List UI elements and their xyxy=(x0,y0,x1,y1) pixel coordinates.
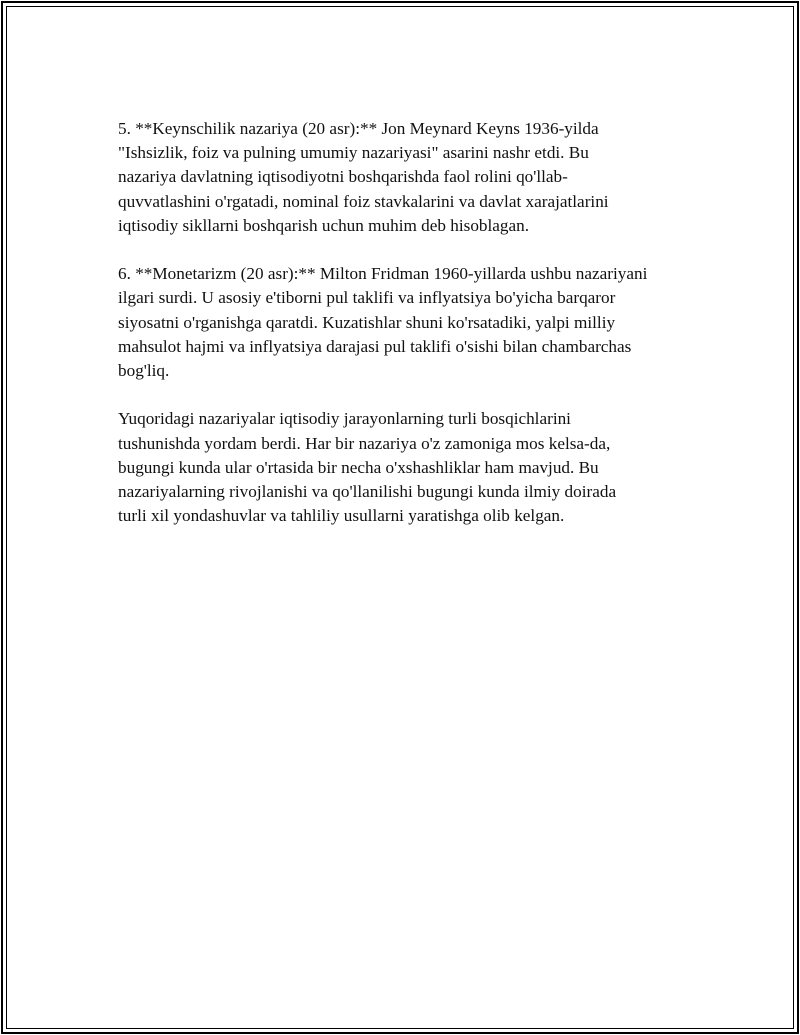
text-line: iqtisodiy sikllarni boshqarish uchun muhim deb hisoblagan. xyxy=(118,215,530,235)
text-line: tushunishda yordam berdi. Har bir nazariya o'z zamoniga mos kelsa-da, xyxy=(118,433,611,453)
text-line: siyosatni o'rganishga qaratdi. Kuzatishlar shuni ko'rsatadiki, yalpi milliy xyxy=(118,312,616,332)
document-body xyxy=(118,117,698,553)
paragraph-monetarism xyxy=(118,262,698,383)
text-line: 6. **Monetarizm (20 asr):** Milton Fridman 1960-yillarda ushbu nazariyani xyxy=(118,264,648,284)
text-line: "Ishsizlik, foiz va pulning umumiy nazariyasi" asarini nashr etdi. Bu xyxy=(118,143,589,163)
text-line: bugungi kunda ular o'rtasida bir necha o'xshashliklar ham mavjud. Bu xyxy=(118,457,599,477)
text-line: quvvatlashini o'rgatadi, nominal foiz stavkalarini va davlat xarajatlarini xyxy=(118,191,609,211)
text-line: mahsulot hajmi va inflyatsiya darajasi pul taklifi o'sishi bilan chambarchas xyxy=(118,336,632,356)
paragraph-conclusion xyxy=(118,407,698,528)
text-line: nazariyalarning rivojlanishi va qo'llanilishi bugungi kunda ilmiy doirada xyxy=(118,482,617,502)
text-line: nazariya davlatning iqtisodiyotni boshqarishda faol rolini qo'llab- xyxy=(118,167,568,187)
text-line: Yuqoridagi nazariyalar iqtisodiy jarayonlarning turli bosqichlarini xyxy=(118,409,571,429)
text-line: bog'liq. xyxy=(118,361,170,381)
text-line: 5. **Keynschilik nazariya (20 asr):** Jon Meynard Keyns 1936-yilda xyxy=(118,119,599,138)
text-line: turli xil yondashuvlar va tahliliy usullarni yaratishga olib kelgan. xyxy=(118,506,565,526)
text-line: ilgari surdi. U asosiy e'tiborni pul taklifi va inflyatsiya bo'yicha barqaror xyxy=(118,288,616,308)
paragraph-keynesianism xyxy=(118,117,698,238)
